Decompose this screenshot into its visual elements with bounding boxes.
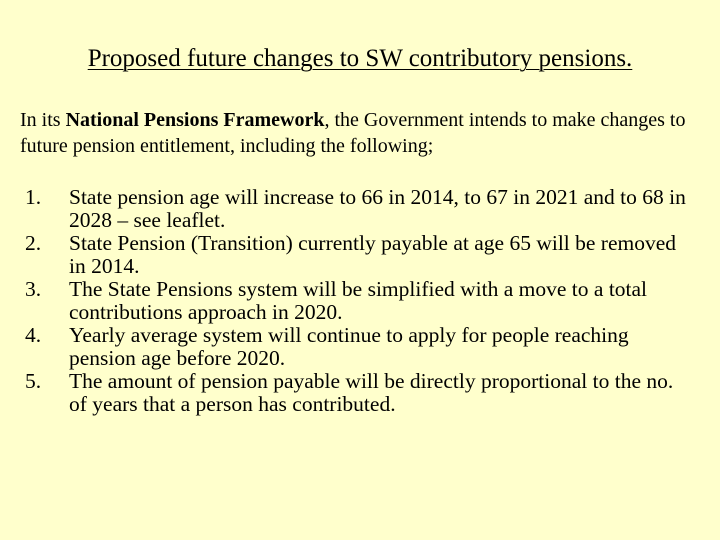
list-item: [0, 232, 720, 278]
changes-list: [0, 186, 720, 416]
list-item-text: State Pension (Transition) currently payable at age 65 will be removed in 2014.: [69, 231, 677, 278]
list-item-number: 2.: [25, 231, 42, 255]
list-item-number: 3.: [25, 277, 42, 301]
list-item-text: The State Pensions system will be simplified with a move to a total contributions approach in 2020.: [69, 277, 648, 324]
framework-name: National Pensions Framework: [65, 109, 325, 131]
intro-text-start: In its: [20, 109, 66, 131]
intro-text-end: , the Government intends to make changes to future pension entitlement, including the following;: [20, 109, 686, 157]
list-item-text: State pension age will increase to 66 in 2014, to 67 in 2021 and to 68 in 2028 – see leaflet.: [69, 185, 686, 232]
list-item: [0, 324, 720, 370]
intro-paragraph: [20, 107, 710, 159]
list-item: [0, 186, 720, 232]
list-item: [0, 370, 720, 416]
list-item: [0, 278, 720, 324]
list-item-text: The amount of pension payable will be directly proportional to the no. of years that a person has contributed.: [69, 369, 674, 416]
slide-title: Proposed future changes to SW contributory pensions.: [87, 45, 633, 72]
list-item-number: 1.: [25, 185, 42, 209]
list-item-text: Yearly average system will continue to apply for people reaching pension age before 2020.: [69, 323, 629, 370]
list-item-number: 5.: [25, 369, 42, 393]
list-item-number: 4.: [25, 323, 42, 347]
